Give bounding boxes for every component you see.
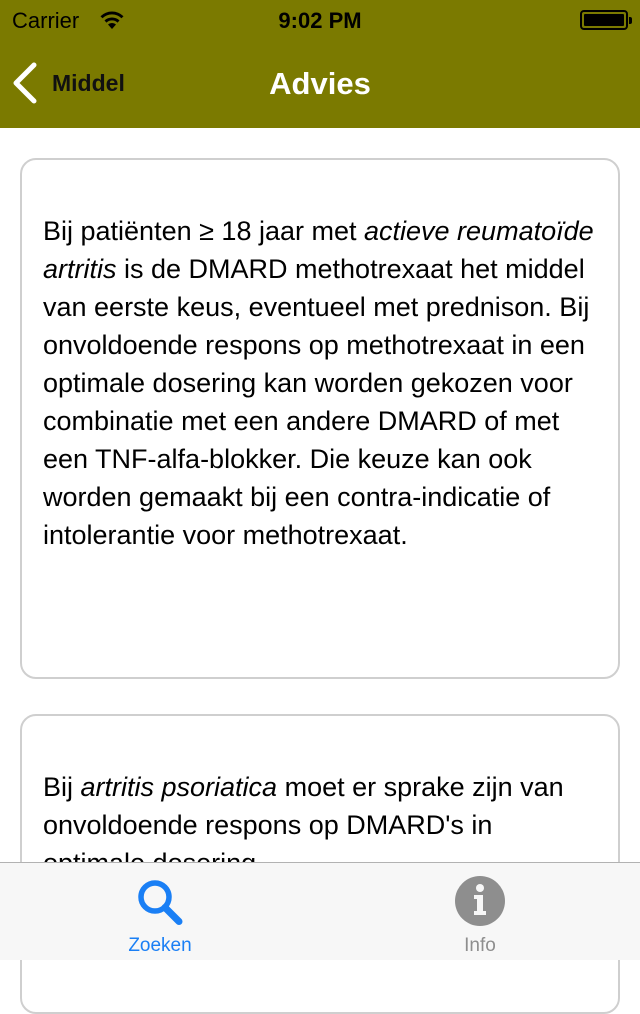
tab-info-label: Info: [464, 935, 496, 956]
battery-fill: [584, 14, 624, 26]
text-segment: moet er sprake zijn van onvoldoende respons op DMARD's in: [43, 772, 564, 840]
page-title: Advies: [269, 66, 371, 101]
navigation-bar: [0, 40, 640, 128]
battery-icon: [580, 10, 628, 30]
info-icon: [452, 875, 508, 931]
text-segment: Bij patiënten ≥ 18 jaar met: [43, 216, 364, 246]
tab-zoeken[interactable]: [0, 863, 320, 961]
status-time: 9:02 PM: [278, 8, 362, 33]
advice-text: [43, 212, 598, 554]
carrier-label: Carrier: [12, 8, 80, 33]
advice-card: [20, 158, 620, 679]
tab-info[interactable]: [320, 863, 640, 961]
back-button-label: Middel: [52, 69, 125, 96]
text-segment: Bij: [43, 772, 81, 802]
text-segment: is de DMARD methotrexaat het middel van eerste keus, eventueel met prednison. Bij onvoldoende respons op methotrexaat in een optimale dosering kan worden gekozen voor combinatie met een andere DMARD of met een TNF-alfa-blokker. Die keuze kan ook worden gemaakt bij een contra-indicatie of intolerantie voor methotrexaat.: [43, 254, 590, 550]
tab-bar: [0, 862, 640, 960]
status-bar: [0, 0, 640, 40]
top-bar: [0, 0, 640, 128]
search-icon: [132, 875, 188, 931]
italic-term: artritis psoriatica: [80, 772, 278, 802]
content-scroll-area[interactable]: [0, 128, 640, 862]
italic-term: actieve reumatoïde artritis: [43, 216, 594, 284]
tab-zoeken-label: Zoeken: [128, 935, 192, 956]
